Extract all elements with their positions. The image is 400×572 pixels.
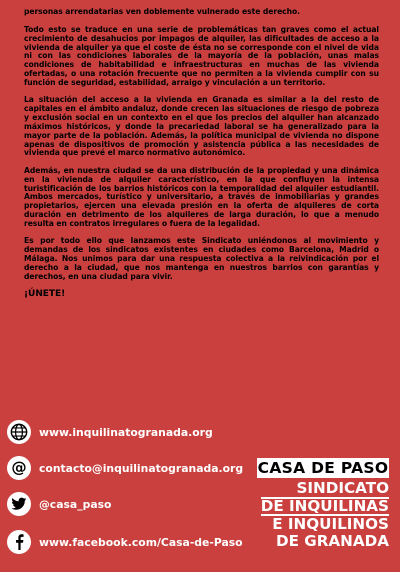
- logo-title: CASA DE PASO: [257, 459, 389, 477]
- logo-line-sindicato: SINDICATO: [296, 479, 389, 497]
- logo-line-inquilinos: E INQUILINOS: [272, 515, 389, 533]
- logo-line-wrapper: [257, 497, 389, 516]
- paragraph-housing-problems: Todo esto se traduce en una serie de problemáticas tan graves como el actual crecimiento de desahucios por impagos de alquiler, las dificultades de acceso a la vivienda de alquiler ya que el coste de ésta no se corresponde con el nivel de vida ni con las condiciones laborales de la mayoría de la población, unas malas condiciones de habitabilidad e infraestructuras en muchas de las vivienda ofertadas, o una rotación frecuente que no permiten a la vivienda cumplir con su función de seguridad, estabilidad, arraigo y vinculación a un territorio.: [24, 24, 379, 87]
- contact-email[interactable]: [7, 454, 267, 482]
- email-link[interactable]: contacto@inquilinatogranada.org: [39, 461, 244, 475]
- contact-twitter[interactable]: [7, 490, 267, 518]
- svg-text:@: @: [11, 459, 27, 477]
- logo-union-name: [257, 480, 389, 550]
- body-text: [24, 8, 379, 299]
- facebook-icon: [7, 530, 31, 554]
- contact-website[interactable]: [7, 418, 267, 446]
- logo-line-granada: DE GRANADA: [275, 532, 389, 550]
- logo-line-inquilinas: DE INQUILINAS: [260, 497, 389, 515]
- casa-de-paso-logo: [257, 458, 389, 550]
- intro-line: personas arrendatarias ven doblemente vulnerado este derecho.: [24, 7, 300, 16]
- twitter-handle[interactable]: @casa_paso: [39, 497, 112, 511]
- website-link[interactable]: www.inquilinatogranada.org: [39, 425, 213, 439]
- paragraph-granada-situation: La situación del acceso a la vivienda en Granada es similar a la del resto de capitales en el ámbito andaluz, donde crecen las situaciones de riesgo de pobreza y exclusión social en un contexto en el que los precios del alquiler han alcanzado máximos históricos, y donde la precariedad laboral se ha generalizado para la mayor parte de la población. Además, la política municipal de vivienda no dispone apenas de dispositivos de promoción y asistencia pública a las necesidades de vivienda que prevé el marco normativo autonómico.: [24, 95, 379, 158]
- twitter-bird-icon: [7, 492, 31, 516]
- call-to-action: ¡ÚNETE!: [24, 289, 66, 300]
- paragraph-union-launch: Es por todo ello que lanzamos este Sindicato uniéndonos al movimiento y demandas de los sindicatos existentes en ciudades como Barcelona, Madrid o Málaga. Nos unimos para dar una respuesta colectiva a la reivindicación por el derecho a la ciudad, que nos mantenga en nuestros barrios con garantías y derechos, en una ciudad para vivir.: [24, 236, 379, 281]
- facebook-link[interactable]: www.facebook.com/Casa-de-Paso: [39, 535, 243, 549]
- globe-icon: [7, 420, 31, 444]
- contact-facebook[interactable]: [7, 528, 267, 556]
- at-sign-icon: [7, 456, 31, 480]
- paragraph-tourism-students: Además, en nuestra ciudad se da una distribución de la propiedad y una dinámica en la vivienda de alquiler característico, en la que confluyen la intensa turistificación de los barrios históricos con la temporalidad del alquiler estudiantil. Ambos mercados, turístico y universitario, a través de inmobiliarias y grandes propietarios, ejercen una elevada presión en la oferta de alquileres de corta duración en detrimento de los alquileres de larga duración, lo que a menudo resulta en contratos irregulares o fuera de la legalidad.: [24, 165, 379, 228]
